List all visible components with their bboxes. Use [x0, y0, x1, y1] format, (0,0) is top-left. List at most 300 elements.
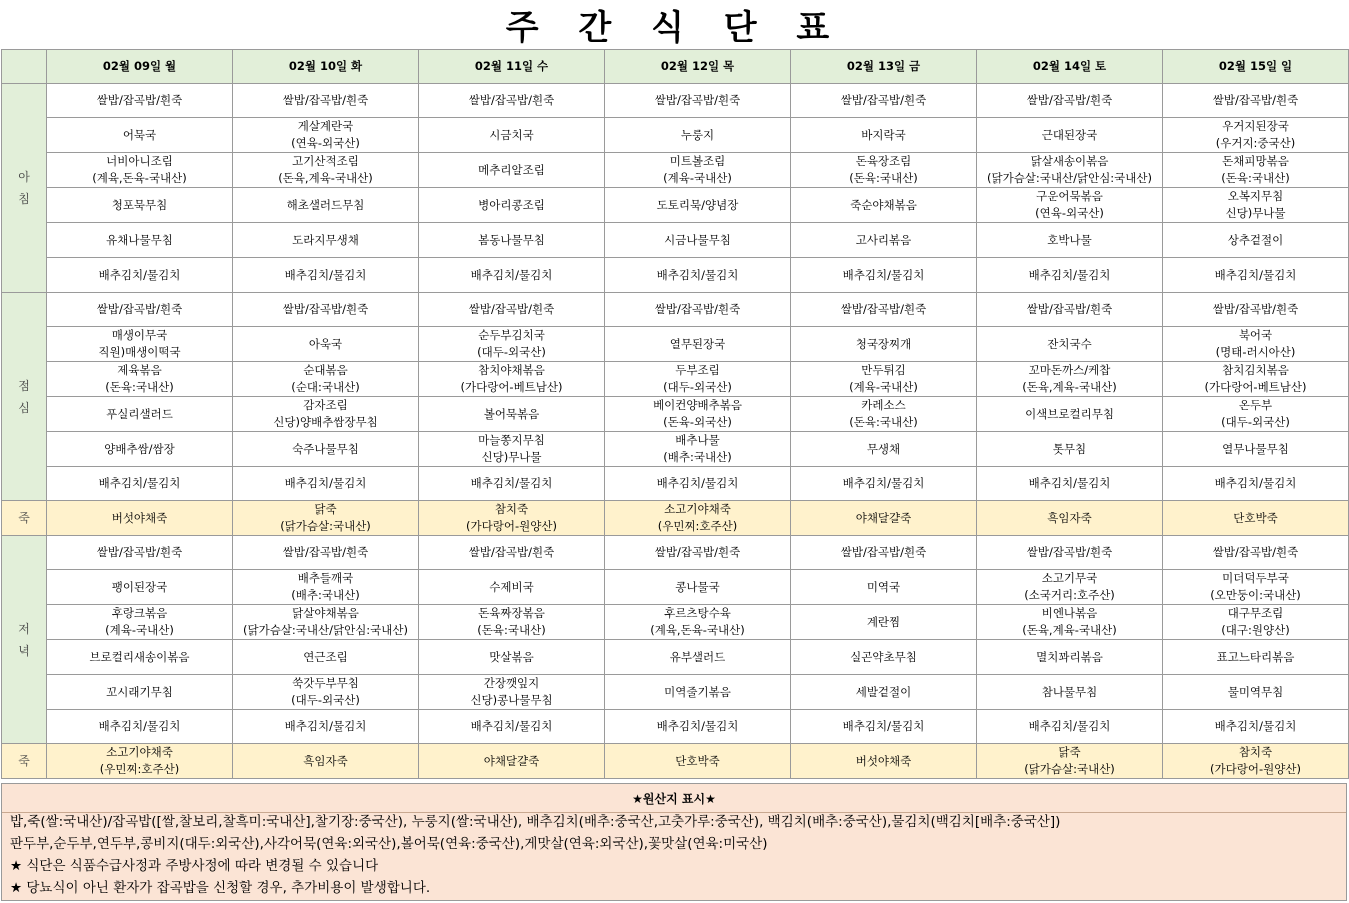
dish-name: 쌀밥/잡곡밥/흰죽: [468, 302, 555, 316]
menu-cell: [419, 432, 605, 467]
dish-name: 배추김치/물김치: [1028, 267, 1111, 282]
dish-name: 흑임자죽: [1047, 510, 1092, 525]
menu-cell: [791, 84, 977, 118]
menu-cell: [47, 432, 233, 467]
dish-name: 쌀밥/잡곡밥/흰죽: [468, 545, 555, 559]
dish-origin: (계육-국내산): [849, 380, 918, 394]
dish-name: 배추김치/물김치: [470, 476, 553, 490]
dish-origin: (우거지:중국산): [1215, 136, 1296, 150]
menu-cell: [47, 570, 233, 605]
dish-name: 흑임자죽: [303, 753, 348, 768]
menu-cell: [419, 397, 605, 432]
dish-origin: (가다랑어-베트남산): [460, 380, 563, 394]
menu-cell: [233, 84, 419, 118]
dish-origin: (대두-외국산): [1221, 415, 1290, 429]
dish-name: 배추김치/물김치: [656, 476, 739, 490]
menu-cell: [1163, 84, 1349, 118]
porridge-cell: [977, 501, 1163, 536]
dish-name: 배추들깨국: [297, 571, 354, 585]
dish-name: 버섯야채죽: [111, 510, 168, 525]
dish-name: 미역줄기볶음: [664, 684, 731, 699]
dish-origin: (대두-외국산): [663, 380, 732, 394]
dish-name: 참치야채볶음: [478, 363, 545, 377]
menu-cell: [791, 710, 977, 744]
porridge-cell: [233, 501, 419, 536]
menu-cell: [977, 397, 1163, 432]
menu-cell: [47, 397, 233, 432]
dish-name: 배추김치/물김치: [470, 719, 553, 733]
porridge-cell: [791, 501, 977, 536]
dish-name: 두부조림: [675, 363, 720, 377]
header-corner: [2, 50, 47, 84]
menu-cell: [791, 536, 977, 570]
meal-label-porridge: [2, 501, 47, 536]
menu-cell: [419, 467, 605, 501]
dish-name: 미트볼조림: [669, 154, 726, 168]
dish-name: 봄동나물무침: [478, 232, 545, 247]
menu-cell: [1163, 605, 1349, 640]
menu-cell: [419, 640, 605, 675]
menu-cell: [1163, 710, 1349, 744]
dish-name: 구운어묵볶음: [1036, 189, 1103, 203]
dish-name: 숙주나물무침: [292, 441, 359, 456]
menu-cell: [47, 467, 233, 501]
dish-name: 쌀밥/잡곡밥/흰죽: [840, 302, 927, 316]
dish-origin: (돈육:국내산): [849, 415, 918, 429]
menu-cell: [1163, 327, 1349, 362]
origin-note-line: 밥,죽(쌀:국내산)/잡곡밥([쌀,찰보리,찰흑미:국내산],찰기장:중국산), 누룽지(쌀:국내산), 배추김치(배추:중국산,고춧가루:중국산), 백김치(배추:중국산),물김치(백김치[배추:중국산]): [10, 814, 1061, 830]
dish-origin: (계육-국내산): [663, 171, 732, 185]
meal-label-lunch: [2, 293, 47, 501]
menu-cell: [977, 467, 1163, 501]
menu-cell: [47, 536, 233, 570]
menu-cell: [419, 223, 605, 258]
menu-cell: [419, 293, 605, 327]
menu-cell: [233, 293, 419, 327]
dish-name: 잔치국수: [1047, 336, 1092, 351]
menu-cell: [47, 327, 233, 362]
dish-name: 쌀밥/잡곡밥/흰죽: [1026, 302, 1113, 316]
dish-origin: (닭가슴살:국내산/닭안심:국내산): [986, 171, 1152, 185]
menu-cell: [47, 153, 233, 188]
dish-name: 연근조림: [303, 649, 348, 664]
menu-cell: [605, 605, 791, 640]
dish-name: 청포묵무침: [111, 197, 168, 212]
dish-name: 참치죽: [1238, 745, 1273, 759]
menu-cell: [419, 570, 605, 605]
dish-name: 배추김치/물김치: [1214, 476, 1297, 490]
menu-cell: [419, 118, 605, 153]
porridge-cell: [419, 744, 605, 779]
origin-notes-title: ★원산지 표시★: [2, 784, 1346, 813]
dish-origin: (우민찌:호주산): [657, 519, 738, 533]
menu-cell: [233, 605, 419, 640]
dish-name: 배추김치/물김치: [842, 476, 925, 490]
dish-name: 양배추쌈/쌈장: [104, 441, 175, 456]
dish-name: 돈육짜장볶음: [478, 606, 545, 620]
dish-name: 배추김치/물김치: [842, 719, 925, 733]
menu-cell: [419, 327, 605, 362]
dish-origin: (돈육,계육-국내산): [278, 171, 373, 185]
dish-name: 쌀밥/잡곡밥/흰죽: [96, 93, 183, 107]
dish-name: 브로컬리새송이볶음: [89, 649, 190, 664]
dish-name: 열무된장국: [669, 336, 726, 351]
menu-cell: [605, 258, 791, 293]
meal-label-char: 침: [18, 192, 30, 206]
dish-name: 죽순야채볶음: [850, 197, 917, 212]
menu-cell: [791, 188, 977, 223]
dish-name: 소고기무국: [1041, 571, 1098, 585]
dish-name: 닭살야채볶음: [292, 606, 359, 620]
dish-origin: (소국거리:호주산): [1024, 588, 1115, 602]
dish-name: 버섯야채죽: [855, 753, 912, 768]
dish-origin: (대두-외국산): [477, 345, 546, 359]
menu-table: [1, 49, 1349, 779]
dish-origin: (우민찌:호주산): [99, 762, 180, 776]
meal-label-char: 녁: [18, 643, 30, 658]
menu-cell: [1163, 188, 1349, 223]
dish-name: 고사리볶음: [855, 232, 912, 247]
dish-name: 배추김치/물김치: [1214, 267, 1297, 282]
dish-origin: (돈육,계육-국내산): [1022, 380, 1117, 394]
dish-origin: (돈육:국내산): [1221, 171, 1290, 185]
dish-name: 닭죽: [314, 502, 337, 516]
menu-cell: [1163, 293, 1349, 327]
notice-line: ★ 식단은 식품수급사정과 주방사정에 따라 변경될 수 있습니다: [10, 858, 379, 874]
dish-name: 쌀밥/잡곡밥/흰죽: [1212, 93, 1299, 107]
dish-name: 미역국: [866, 579, 901, 594]
meal-label-char: 죽: [18, 511, 30, 525]
dish-name: 유부샐러드: [669, 649, 726, 664]
menu-cell: [419, 710, 605, 744]
menu-cell: [605, 710, 791, 744]
menu-cell: [605, 153, 791, 188]
menu-cell: [605, 432, 791, 467]
menu-cell: [233, 570, 419, 605]
dish-origin: (가다랑어-원양산): [466, 519, 557, 533]
day-header: 02월 13일 금: [791, 50, 977, 84]
dish-name: 쌀밥/잡곡밥/흰죽: [96, 545, 183, 559]
dish-origin: (오만둥이:국내산): [1210, 588, 1301, 602]
page-title: 주 간 식 단 표: [505, 7, 844, 48]
dish-name: 맛살볶음: [489, 649, 534, 664]
dish-name: 배추김치/물김치: [98, 476, 181, 490]
dish-origin: (연육-외국산): [1035, 206, 1104, 220]
menu-cell: [605, 362, 791, 397]
day-header: 02월 10일 화: [233, 50, 419, 84]
menu-cell: [233, 153, 419, 188]
dish-name: 이색브로컬리무침: [1025, 406, 1114, 421]
dish-origin: (돈육:국내산): [105, 380, 174, 394]
porridge-cell: [605, 744, 791, 779]
porridge-cell: [47, 501, 233, 536]
menu-cell: [47, 640, 233, 675]
menu-cell: [791, 467, 977, 501]
dish-name: 닭살새송이볶음: [1030, 154, 1109, 168]
menu-cell: [419, 536, 605, 570]
menu-cell: [605, 84, 791, 118]
dish-origin: (돈육,계육-국내산): [1022, 623, 1117, 637]
dish-name: 야채달걀죽: [483, 753, 540, 768]
dish-name: 유채나물무침: [106, 232, 173, 247]
dish-origin: (닭가슴살:국내산): [1024, 762, 1115, 776]
menu-cell: [233, 397, 419, 432]
dish-name: 야채달걀죽: [855, 510, 912, 525]
menu-cell: [419, 675, 605, 710]
dish-name: 단호박죽: [1233, 510, 1278, 525]
dish-name: 참나물무침: [1041, 684, 1098, 699]
menu-cell: [605, 675, 791, 710]
dish-origin: (대구:원양산): [1221, 623, 1290, 637]
menu-cell: [233, 710, 419, 744]
menu-cell: [233, 362, 419, 397]
menu-cell: [605, 570, 791, 605]
dish-name: 우거지된장국: [1222, 119, 1289, 133]
dish-name: 쌀밥/잡곡밥/흰죽: [282, 302, 369, 316]
menu-cell: [605, 223, 791, 258]
menu-cell: [977, 84, 1163, 118]
menu-cell: [233, 675, 419, 710]
day-header: 02월 12일 목: [605, 50, 791, 84]
menu-cell: [47, 710, 233, 744]
menu-cell: [1163, 153, 1349, 188]
dish-name: 푸실리샐러드: [106, 406, 173, 421]
menu-cell: [1163, 362, 1349, 397]
menu-cell: [791, 605, 977, 640]
dish-origin: 직원)매생이떡국: [98, 345, 181, 359]
dish-origin: (계육-국내산): [105, 623, 174, 637]
dish-name: 누룽지: [680, 127, 715, 142]
menu-cell: [791, 675, 977, 710]
dish-name: 쌀밥/잡곡밥/흰죽: [654, 545, 741, 559]
dish-name: 청국장찌개: [855, 336, 912, 351]
dish-name: 표고느타리볶음: [1216, 649, 1295, 664]
dish-name: 무생채: [866, 441, 901, 456]
dish-name: 닭죽: [1058, 745, 1081, 759]
dish-name: 시금나물무침: [664, 232, 731, 247]
menu-cell: [605, 536, 791, 570]
dish-name: 참치죽: [494, 502, 529, 516]
dish-name: 매생이무국: [111, 328, 168, 342]
menu-cell: [791, 153, 977, 188]
dish-name: 쌀밥/잡곡밥/흰죽: [468, 93, 555, 107]
menu-cell: [977, 432, 1163, 467]
dish-name: 만두튀김: [861, 363, 906, 377]
dish-name: 팽이된장국: [111, 579, 168, 594]
porridge-cell: [977, 744, 1163, 779]
menu-cell: [233, 467, 419, 501]
dish-name: 해초샐러드무침: [286, 197, 365, 212]
origin-notes: [1, 783, 1347, 901]
dish-origin: (순대:국내산): [291, 380, 360, 394]
dish-name: 쌀밥/잡곡밥/흰죽: [1212, 545, 1299, 559]
menu-cell: [233, 188, 419, 223]
menu-cell: [47, 188, 233, 223]
menu-cell: [47, 84, 233, 118]
menu-cell: [977, 118, 1163, 153]
dish-origin: (명태-러시아산): [1215, 345, 1296, 359]
menu-cell: [605, 640, 791, 675]
porridge-cell: [1163, 501, 1349, 536]
menu-cell: [977, 293, 1163, 327]
porridge-cell: [791, 744, 977, 779]
porridge-cell: [419, 501, 605, 536]
menu-cell: [47, 118, 233, 153]
menu-cell: [47, 362, 233, 397]
dish-origin: (가다랑어-원양산): [1210, 762, 1301, 776]
dish-name: 제육볶음: [117, 363, 162, 377]
meal-label-char: 아: [18, 170, 30, 184]
dish-name: 상추겉절이: [1227, 232, 1284, 247]
menu-cell: [419, 605, 605, 640]
dish-name: 배추김치/물김치: [1028, 476, 1111, 490]
dish-name: 쌀밥/잡곡밥/흰죽: [654, 93, 741, 107]
dish-name: 병아리콩조림: [478, 197, 545, 212]
dish-name: 미더덕두부국: [1222, 571, 1289, 585]
menu-cell: [1163, 258, 1349, 293]
dish-origin: (돈육:국내산): [477, 623, 546, 637]
dish-name: 후르츠탕수육: [664, 606, 731, 620]
menu-cell: [1163, 223, 1349, 258]
menu-cell: [791, 362, 977, 397]
menu-cell: [419, 153, 605, 188]
dish-name: 쌀밥/잡곡밥/흰죽: [1212, 302, 1299, 316]
dish-name: 수제비국: [489, 579, 534, 594]
dish-name: 쑥갓두부무침: [292, 676, 359, 690]
dish-name: 열무나물무침: [1222, 441, 1289, 456]
menu-cell: [791, 327, 977, 362]
dish-name: 너비아니조림: [106, 154, 173, 168]
menu-cell: [1163, 570, 1349, 605]
dish-origin: (닭가슴살:국내산/닭안심:국내산): [242, 623, 408, 637]
dish-name: 단호박죽: [675, 753, 720, 768]
dish-origin: (닭가슴살:국내산): [280, 519, 371, 533]
dish-name: 배추김치/물김치: [656, 267, 739, 282]
menu-cell: [419, 258, 605, 293]
dish-name: 어묵국: [122, 127, 157, 142]
dish-name: 비엔나볶음: [1041, 606, 1098, 620]
origin-note-line: 판두부,순두부,연두부,콩비지(대두:외국산),사각어묵(연육:외국산),볼어묵(연육:중국산),게맛살(연육:외국산),꽃맛살(연육:미국산): [10, 836, 768, 852]
dish-origin: (돈육-외국산): [663, 415, 732, 429]
menu-cell: [233, 258, 419, 293]
menu-cell: [233, 432, 419, 467]
dish-name: 고기산적조림: [292, 154, 359, 168]
dish-origin: 신당)콩나물무침: [470, 693, 553, 707]
meal-label-dinner: [2, 536, 47, 744]
menu-cell: [47, 293, 233, 327]
dish-name: 베이컨양배추볶음: [653, 398, 742, 412]
dish-name: 배추김치/물김치: [98, 719, 181, 733]
dish-name: 세발겉절이: [855, 684, 912, 699]
dish-name: 쌀밥/잡곡밥/흰죽: [96, 302, 183, 316]
dish-name: 꼬시래기무침: [106, 684, 173, 699]
dish-name: 메추리알조림: [478, 162, 545, 177]
dish-name: 쌀밥/잡곡밥/흰죽: [282, 545, 369, 559]
dish-name: 배추김치/물김치: [842, 267, 925, 282]
meal-label-char: 점: [18, 378, 30, 393]
menu-cell: [233, 118, 419, 153]
menu-cell: [605, 467, 791, 501]
dish-name: 계란찜: [866, 614, 901, 629]
menu-cell: [977, 710, 1163, 744]
menu-cell: [419, 362, 605, 397]
meal-label-char: 죽: [18, 754, 30, 768]
dish-name: 멸치꽈리볶음: [1036, 649, 1103, 664]
dish-name: 톳무침: [1052, 441, 1087, 456]
porridge-cell: [605, 501, 791, 536]
menu-cell: [977, 605, 1163, 640]
dish-name: 쌀밥/잡곡밥/흰죽: [840, 545, 927, 559]
dish-name: 쌀밥/잡곡밥/흰죽: [654, 302, 741, 316]
dish-origin: 신당)무나물: [481, 450, 542, 464]
menu-cell: [47, 675, 233, 710]
dish-name: 소고기야채죽: [106, 745, 173, 759]
menu-cell: [1163, 536, 1349, 570]
dish-name: 간장깻잎지: [483, 676, 540, 690]
dish-name: 볼어묵볶음: [483, 406, 540, 421]
dish-origin: (배추:국내산): [663, 450, 732, 464]
menu-cell: [47, 223, 233, 258]
menu-cell: [47, 605, 233, 640]
dish-name: 카레소스: [861, 398, 906, 412]
day-header: 02월 11일 수: [419, 50, 605, 84]
dish-name: 순두부김치국: [478, 328, 545, 342]
meal-label-char: 저: [18, 621, 30, 636]
day-header: 02월 15일 일: [1163, 50, 1349, 84]
dish-name: 배추김치/물김치: [656, 719, 739, 733]
menu-cell: [791, 293, 977, 327]
dish-origin: (계육,돈육-국내산): [92, 171, 187, 185]
meal-label-char: 심: [18, 400, 30, 415]
menu-cell: [791, 432, 977, 467]
menu-cell: [791, 397, 977, 432]
day-header: 02월 09일 월: [47, 50, 233, 84]
dish-name: 마늘쫑지무침: [478, 433, 545, 447]
menu-cell: [605, 188, 791, 223]
dish-name: 배추김치/물김치: [1214, 719, 1297, 733]
menu-cell: [233, 536, 419, 570]
dish-name: 호박나물: [1047, 232, 1092, 247]
meal-label-breakfast: [2, 84, 47, 293]
dish-name: 게살계란국: [297, 119, 354, 133]
menu-cell: [791, 118, 977, 153]
dish-name: 배추김치/물김치: [284, 476, 367, 490]
menu-cell: [977, 258, 1163, 293]
menu-cell: [791, 570, 977, 605]
menu-cell: [977, 223, 1163, 258]
porridge-cell: [47, 744, 233, 779]
dish-name: 배추나물: [675, 433, 720, 447]
menu-cell: [1163, 118, 1349, 153]
dish-origin: 신당)양배추쌈장무침: [273, 415, 378, 429]
dish-name: 쌀밥/잡곡밥/흰죽: [1026, 545, 1113, 559]
dish-name: 도토리묵/양념장: [656, 197, 739, 212]
menu-cell: [233, 640, 419, 675]
dish-name: 배추김치/물김치: [1028, 719, 1111, 733]
dish-name: 대구무조림: [1227, 606, 1284, 620]
dish-name: 콩나물국: [675, 579, 720, 594]
menu-cell: [977, 362, 1163, 397]
dish-name: 바지락국: [861, 127, 906, 142]
dish-origin: (돈육:국내산): [849, 171, 918, 185]
menu-cell: [1163, 432, 1349, 467]
dish-name: 물미역무침: [1227, 684, 1284, 699]
porridge-cell: [233, 744, 419, 779]
notice-line: ★ 당뇨식이 아닌 환자가 잡곡밥을 신청할 경우, 추가비용이 발생합니다.: [10, 880, 431, 896]
dish-name: 감자조림: [303, 398, 348, 412]
menu-cell: [791, 640, 977, 675]
dish-origin: (배추:국내산): [291, 588, 360, 602]
